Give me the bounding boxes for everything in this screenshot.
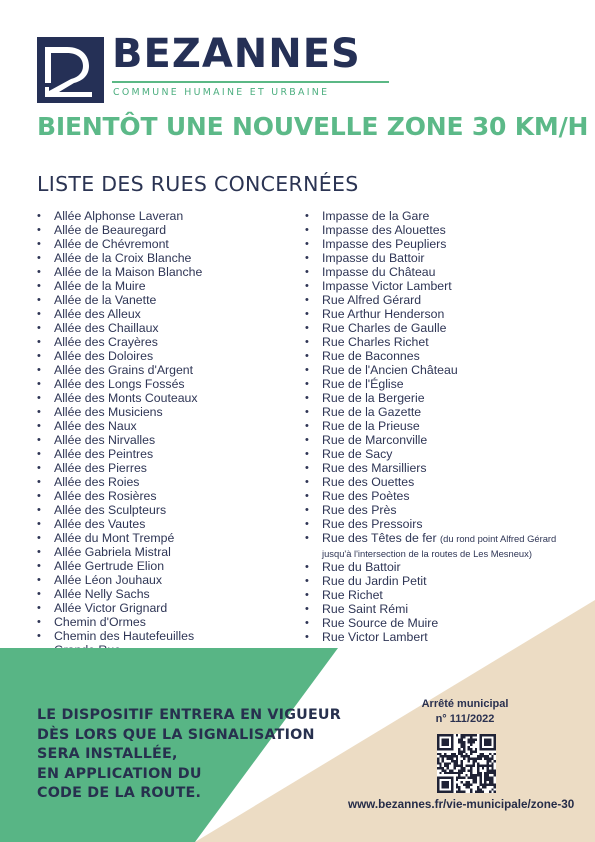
street-item	[37, 475, 287, 489]
street-name: Allée des Vautes	[54, 517, 146, 531]
street-item	[37, 293, 287, 307]
street-item	[305, 447, 575, 461]
arrete-reference	[405, 697, 525, 727]
qr-code-icon[interactable]	[437, 734, 496, 793]
footer-line: DÈS LORS QUE LA SIGNALISATION	[37, 726, 315, 743]
street-name: Impasse du Battoir	[322, 251, 425, 265]
street-name: Allée de la Vanette	[54, 293, 157, 307]
street-item	[305, 265, 575, 279]
street-item	[37, 377, 287, 391]
street-item	[37, 433, 287, 447]
street-item	[37, 545, 287, 559]
street-item	[305, 433, 575, 447]
street-name: Allée Alphonse Laveran	[54, 209, 184, 223]
street-name: Impasse Victor Lambert	[322, 279, 452, 293]
street-name: Impasse des Alouettes	[322, 223, 446, 237]
street-item	[37, 517, 287, 531]
street-name: Allée Léon Jouhaux	[54, 573, 163, 587]
street-name: Allée des Roies	[54, 475, 140, 489]
street-item	[37, 503, 287, 517]
street-item	[305, 489, 575, 503]
street-item	[305, 335, 575, 349]
street-name: Impasse du Château	[322, 265, 436, 279]
street-name: Allée Victor Grignard	[54, 601, 168, 615]
arrete-number: n° 111/2022	[435, 713, 495, 725]
street-item	[305, 349, 575, 363]
street-name: Allée de Beauregard	[54, 223, 167, 237]
street-name: Allée des Pierres	[54, 461, 147, 475]
street-item	[37, 363, 287, 377]
street-item	[37, 531, 287, 545]
street-item	[37, 321, 287, 335]
street-item	[305, 307, 575, 321]
street-item	[305, 531, 575, 560]
street-name: Allée du Mont Trempé	[54, 531, 175, 545]
street-item	[305, 475, 575, 489]
street-item	[37, 419, 287, 433]
street-item	[37, 349, 287, 363]
street-name: Allée des Musiciens	[54, 405, 163, 419]
street-name: Allée de la Maison Blanche	[54, 265, 203, 279]
street-name: Allée Gabriela Mistral	[54, 545, 171, 559]
street-item	[37, 209, 287, 223]
street-item	[305, 321, 575, 335]
street-name: Rue Charles Richet	[322, 335, 429, 349]
street-item	[305, 279, 575, 293]
street-item	[305, 503, 575, 517]
street-name: Allée Nelly Sachs	[54, 587, 150, 601]
street-name: Rue Arthur Henderson	[322, 307, 445, 321]
street-item	[37, 251, 287, 265]
street-item	[37, 405, 287, 419]
subheading: LISTE DES RUES CONCERNÉES	[37, 172, 359, 196]
street-name: Rue de l'Ancien Château	[322, 363, 458, 377]
website-link[interactable]: www.bezannes.fr/vie-municipale/zone-30	[348, 798, 575, 811]
street-name: Rue de la Gazette	[322, 405, 422, 419]
street-name: Impasse de la Gare	[322, 209, 430, 223]
street-name: Rue du Jardin Petit	[322, 574, 427, 588]
street-item	[305, 377, 575, 391]
street-name: Allée des Sculpteurs	[54, 503, 167, 517]
street-name: Chemin d'Ormes	[54, 615, 146, 629]
street-item	[37, 265, 287, 279]
footer-line: CODE DE LA ROUTE.	[37, 785, 202, 801]
street-name: Rue de Marconville	[322, 433, 428, 447]
street-item	[305, 391, 575, 405]
bezannes-logo-icon	[37, 37, 104, 103]
street-name: Allée des Grains d'Argent	[54, 363, 194, 377]
street-name: Allée des Monts Couteaux	[54, 391, 198, 405]
logo-tagline: COMMUNE HUMAINE ET URBAINE	[113, 87, 330, 98]
street-item	[305, 517, 575, 531]
street-name: Allée des Doloires	[54, 349, 154, 363]
street-name: Rue des Près	[322, 503, 397, 517]
logo-wordmark: BEZANNES	[112, 31, 361, 77]
street-name: Rue des Marsilliers	[322, 461, 427, 475]
street-name: Rue Source de Muire	[322, 616, 439, 630]
footer-line: LE DISPOSITIF ENTRERA EN VIGUEUR	[37, 707, 341, 723]
street-name: Impasse des Peupliers	[322, 237, 447, 251]
street-note: (du rond point Alfred Gérard jusqu'à l'intersection de la routes de Les Mesneux)	[322, 533, 557, 559]
street-name: Rue des Têtes de fer	[322, 531, 437, 545]
street-item	[305, 293, 575, 307]
street-name: Allée Gertrude Elion	[54, 559, 165, 573]
street-item	[305, 419, 575, 433]
street-name: Allée des Crayères	[54, 335, 158, 349]
street-name: Rue Alfred Gérard	[322, 293, 422, 307]
street-item	[305, 237, 575, 251]
street-name: Allée des Peintres	[54, 447, 154, 461]
street-item	[37, 489, 287, 503]
street-item	[37, 307, 287, 321]
street-name: Rue Richet	[322, 588, 383, 602]
street-item	[305, 209, 575, 223]
street-item	[305, 223, 575, 237]
logo-divider	[112, 81, 389, 83]
footer-line: EN APPLICATION DU	[37, 765, 202, 782]
street-name: Allée des Nirvalles	[54, 433, 156, 447]
street-name: Allée de la Muire	[54, 279, 146, 293]
street-name: Rue Charles de Gaulle	[322, 321, 447, 335]
street-name: Rue Saint Rémi	[322, 602, 409, 616]
street-name: Rue des Ouettes	[322, 475, 415, 489]
street-name: Allée des Naux	[54, 419, 137, 433]
street-item	[37, 461, 287, 475]
street-name: Allée des Chaillaux	[54, 321, 159, 335]
street-item	[37, 391, 287, 405]
street-name: Rue de l'Église	[322, 377, 404, 391]
footer-line: SERA INSTALLÉE,	[37, 746, 178, 762]
street-name: Rue de la Bergerie	[322, 391, 425, 405]
street-name: Rue de la Prieuse	[322, 419, 420, 433]
street-item	[305, 405, 575, 419]
street-item	[37, 237, 287, 251]
street-name: Allée des Alleux	[54, 307, 141, 321]
street-name: Rue du Battoir	[322, 560, 401, 574]
street-item	[305, 461, 575, 475]
street-item	[305, 363, 575, 377]
street-name: Allée de Chévremont	[54, 237, 169, 251]
street-name: Allée des Rosières	[54, 489, 157, 503]
street-name: Chemin des Hautefeuilles	[54, 629, 195, 643]
street-name: Rue des Pressoirs	[322, 517, 423, 531]
footer-notice	[37, 706, 367, 804]
street-name: Rue des Poètes	[322, 489, 410, 503]
street-name: Rue de Sacy	[322, 447, 393, 461]
arrete-title: Arrêté municipal	[421, 698, 509, 710]
headline: BIENTÔT UNE NOUVELLE ZONE 30 KM/H	[37, 112, 589, 141]
street-item	[37, 223, 287, 237]
street-name: Rue Victor Lambert	[322, 630, 428, 644]
street-name: Allée de la Croix Blanche	[54, 251, 192, 265]
street-name: Rue de Baconnes	[322, 349, 420, 363]
street-item	[37, 447, 287, 461]
street-name: Allée des Longs Fossés	[54, 377, 185, 391]
street-item	[305, 251, 575, 265]
street-item	[37, 335, 287, 349]
street-item	[37, 279, 287, 293]
